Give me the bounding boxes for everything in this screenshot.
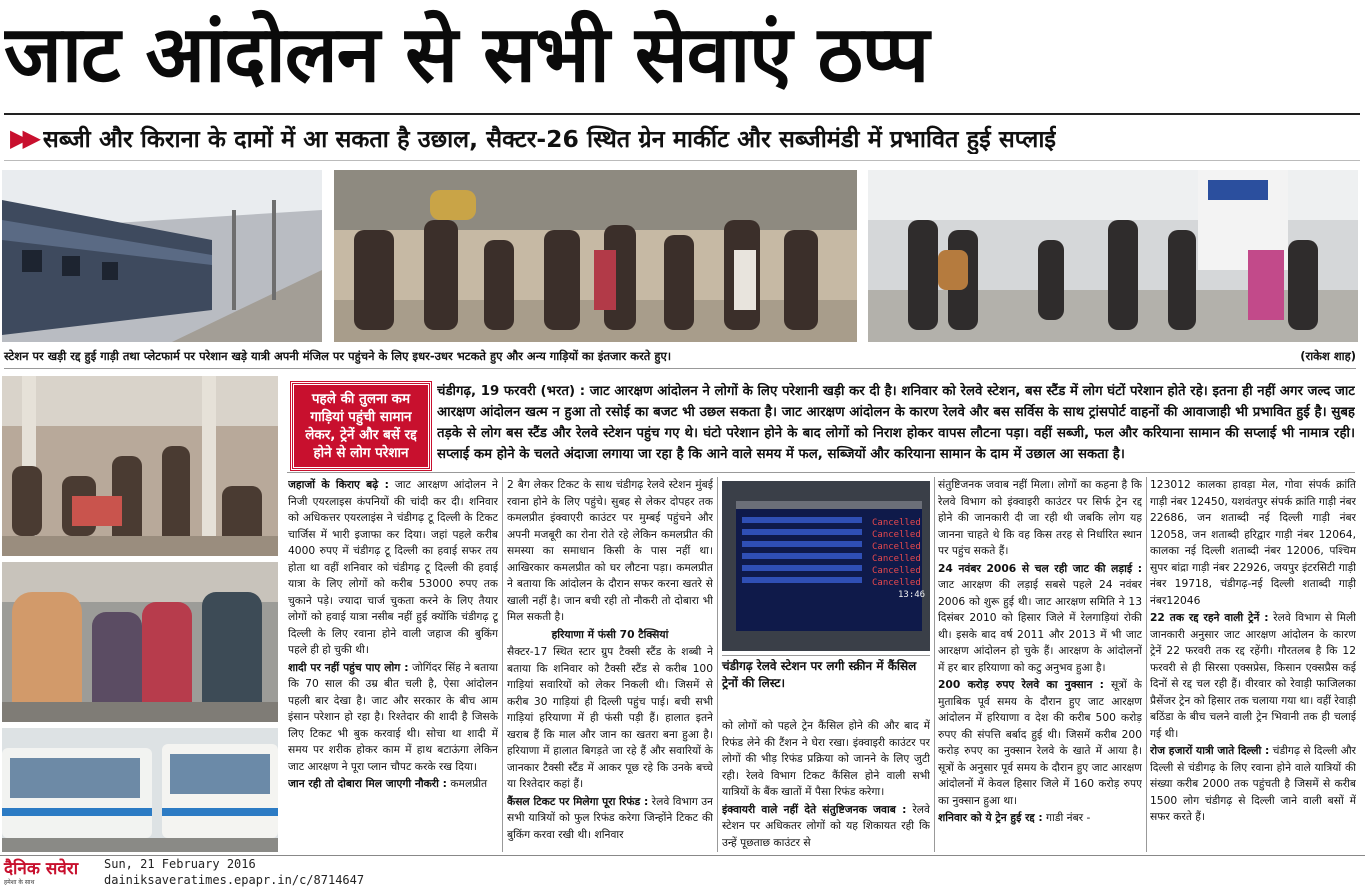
paragraph-text: संतुष्टिजनक जवाब नहीं मिला। लोगों का कहना है कि रेलवे विभाग को इंक्वाइरी काउंटर पर सिर्फ ट्रेन रद्द होने की जानकारी दी जा रही थी जबकि लोग यह जानना चाहते थे कि वह किस तरह से निर्धारित स्थान पर पहुंच सकते हैं। [938,478,1142,557]
paragraph [1150,610,1356,742]
headline: जाट आंदोलन से सभी सेवाएं ठप्प [4,10,929,100]
paragraph [938,810,1142,827]
paragraph [938,561,1142,677]
board-row: Cancelled [872,578,921,588]
paragraph [288,477,498,659]
paragraph [1150,477,1356,609]
paragraph-head: जान रही तो दोबारा मिल जाएगी नौकरी : [288,777,447,790]
paragraph-text: सैक्टर-17 स्थित स्टार ग्रुप टैक्सी स्टैंड के शब्बी ने बताया कि शनिवार को टैक्सी स्टैंड से करीब 100 गाड़ियां सवारियों को लेकर निकली थी। जिसमें से करीब 30 गाड़ियां ही दिल्ली पहुंच पाई। बची सभी गाड़ियां हरियाणा में ही फंसी पड़ी हैं। हालात इतने खराब हैं कि माल और जान का खतरा बना हुआ है। हरियाणा में हालात बिगड़ते जा रहे हैं और सवारियों के जानकार टैक्सी स्टैंड में आकर पूछ रहे कि उनके बच्चे या रिश्तेदार कहां हैं। [507,645,713,790]
paragraph [938,477,1142,560]
paragraph [507,794,713,844]
photo-credit: (राकेश शाह) [1300,349,1356,363]
highlight-box: पहले की तुलना कम गाड़ियां पहुंची सामान लेकर, ट्रेनें और बसें रद्द होने से लोग परेशान [291,382,431,470]
paragraph [507,627,713,644]
intro-paragraph: चंडीगढ़, 19 फरवरी (भरत) : जाट आरक्षण आंदोलन ने लोगों के लिए परेशानी खड़ी कर दी है। शनिवार को रेलवे स्टेशन, बस स्टैंड में लोग घंटों परेशान होते रहे। इतना ही नहीं अगर जल्द जाट आरक्षण आंदोलन खत्म न हुआ तो रसोई का बजट भी उछल सकता है। जाट आरक्षण आंदोलन के कारण रेलवे और बस सर्विस के साथ ट्रांसपोर्ट वाहनों की आवाजाही भी प्रभावित हुई है। सुबह तड़के से लोग बस स्टैंड और रेलवे स्टेशन पहुंच गए थे। घंटो परेशान होने के बाद लोगों को निराश होकर वापस लौटना पड़ा। वहीं सब्जी, फल और करियाना सामान की सप्लाई भी नामात्र रही। सप्लाई कम होने के चलते अंदाजा लगाया जा रहा है कि आने वाले समय में फल, सब्जियों और करियाना सामान के दाम में उछाल आ सकता है। [437,384,1355,462]
column-5 [1150,477,1356,852]
board-row: Cancelled [872,530,921,540]
paragraph-text: कमलप्रीत [450,777,488,790]
paragraph-text: चंडीगढ़ से दिल्ली और दिल्ली से चंडीगढ़ के लिए रवाना होने वाले यात्रियों की संख्या करीब 2000 तक पहुंचती है जिसमें से करीब 1500 लोग चंडीगढ़ से दिल्ली जाने वाली बसों में सफर करते हैं। [1150,744,1356,823]
paragraph-head: 22 तक रद्द रहने वाली ट्रेनें : [1150,611,1269,624]
paragraph-text: सूत्रों के मुताबिक पूर्व समय के दौरान हुए जाट आरक्षण आंदोलन में हरियाणा व देश की करीब 500 करोड़ रुपए की संपत्ति बर्बाद हुई थी। जिसमें करीब 200 करोड़ रुपए का नुक्सान रेलवे के खाते में आया है। सूत्रों के अनुसार पूर्व समय के दौरान हुए जाट आरक्षण आंदोलनों में केवल हिसार जिले में 160 करोड़ रुपए का नुक्सान हुआ था। [938,678,1142,807]
board-time: 13:46 [898,590,926,600]
photo-train-platform [2,170,322,342]
photo-caption-text: स्टेशन पर खड़ी रद्द हुई गाड़ी तथा प्लेटफार्म पर परेशान खड़े यात्री अपनी मंजिल पर पहुंचने के लिए इधर-उधर भटकते हुए और अन्य गाड़ियों का इंतजार करते हुए। [4,349,672,363]
photo-women-waiting [2,562,278,722]
board-row: Cancelled [872,554,921,564]
double-arrow-icon: ▶▶ [10,123,35,152]
paragraph-text: रेलवे स्टेशन पर अधिकतर लोगों को यह शिकायत रही कि उन्हें पूछताछ काउंटर से [722,802,930,849]
paragraph [938,677,1142,809]
paragraph [722,718,930,801]
paragraph-head: इंक्वायरी वाले नहीं देते संतुष्टिजनक जवाब : [722,802,907,816]
paragraph-text: रेलवे विभाग से मिली जानकारी अनुसार जाट आरक्षण आंदोलन के कारण ट्रेनें 22 फरवरी तक रद्द रहेंगी। गौरतलब है कि 12 फरवरी से ही सिरसा एक्सप्रेस, किसान एक्सप्रैस कई दिनों से रद्द चल रही हैं। वीरवार को रेवाड़ी फाजिलका प्रैसेंजर ट्रेन को हिसार तक चलाया गया था। वहीं रेवाड़ी बठिंडा के बीच चलने वाली ट्रेन भिवानी तक ही चलाई गई थी। [1150,611,1356,740]
column-2 [507,477,713,852]
brand-logo [4,859,100,889]
paragraph-head: शादी पर नहीं पहुंच पाए लोग : [288,660,409,674]
paragraph-text: रेलवे विभाग उन सभी यात्रियों को फुल रिफंड करेगा जिन्होंने टिकट की बुकिंग करवा रखी थी। शनिवार [507,794,713,841]
paragraph [507,477,713,626]
paragraph-text: जाट आरक्षण की लड़ाई सबसे पहले 24 नवंबर 2006 को शुरू हुई थी। जाट आरक्षण समिति ने 13 दिसंबर 2010 को हिसार जिले में रेलगाड़ियां रोकी थी। इसके बाद वर्ष 2011 और 2013 में भी जाट आरक्षण आंदोलन हो चुके हैं। आरक्षण के आंदोलनों में हर बार हरियाणा को कटु अनुभव हुआ है। [938,578,1142,674]
paragraph-head: 200 करोड़ रुपए रेलवे का नुक्सान : [938,678,1104,691]
paragraph-head: 24 नवंबर 2006 से चल रही जाट की लड़ाई : [938,561,1142,575]
paragraph-head: कैंसल टिकट पर मिलेगा पूरा रिफंड : [507,794,649,808]
paragraph-head: रोज हजारों यात्री जाते दिल्ली : [1150,744,1270,757]
paragraph-head: हरियाणा में फंसी 70 टैक्सियां [551,627,669,641]
paragraph [507,644,713,793]
column-divider [1146,477,1147,852]
board-row: Cancelled [872,518,921,528]
column-4 [938,477,1142,852]
photo-departure-screen [722,481,930,651]
column-3 [722,718,930,852]
edition-date: Sun, 21 February 2016 [104,857,256,871]
column-divider [934,477,935,852]
paragraph-text: जाट आरक्षण आंदोलन ने निजी एयरलाइस कंपनियों की चांदी कर दी। शनिवार को अधिकत्तर एयरलाइंस ने चंडीगढ़ टू दिल्ली के टिकट चार्जिस में भारी इजाफा कर दिया। जहां पहले करीब 4000 रुपए में चंडीगढ़ टू दिल्ली का हवाई सफर तय होता था वहीं शनिवार को चंडीगढ़ टू दिल्ली की हवाई यात्रा के लिए लोगों को करीब 53000 रुपए तक चुकाने पड़े। ज्यादा चार्ज चुकता करने के लिए तैयार लोगों को हवाई यात्रा नसीब नहीं हुई क्योंकि चंडीगढ़ टू दिल्ली के लिए रवाना होने वाली जहाज की बुकिंग पहले ही हो चुकी थी। [288,478,498,656]
logo-tagline: हमेशा के साथ [4,879,35,886]
paragraph-text: 123012 कालका हावड़ा मेल, गोवा संपर्क क्रांति गाड़ी नंबर 12450, यशवंतपुर संपर्क क्रांति गाड़ी नंबर 22686, जन शताब्दी नई दिल्ली गाड़ी नंबर 12058, जन शताब्दी हरिद्वार गाड़ी नंबर 12064, कालका नई दिल्ली शताब्दी नंबर 12006, पश्चिम सुपर बांद्रा गाड़ी नंबर 22926, जयपुर इंटरसिटी गाड़ी नंबर 19718, चंडीगढ़-नई दिल्ली शताब्दी गाड़ी नंबर12046 [1150,478,1356,607]
photo-caption [4,345,1356,369]
paragraph [722,802,930,852]
paragraph-head: जहाजों के किराए बढ़े : [288,478,389,491]
photo-waiting-passengers [868,170,1358,342]
screen-caption: चंडीगढ़ रेलवे स्टेशन पर लगी स्क्रीन में कैंसिल ट्रेनों की लिस्ट। [722,655,930,699]
epaper-url[interactable]: dainiksaveratimes.epapr.in/c/8714647 [104,873,365,887]
paragraph [1150,743,1356,826]
subheadline-bar [4,113,1360,161]
paragraph-text: 2 बैग लेकर टिकट के साथ चंडीगढ़ रेलवे स्टेशन मुंबई रवाना होने के लिए पहुंचे। सुबह से लेकर दोपहर तक कमलप्रीत इंक्वाएरी काउंटर पर मुम्बई पहुंचने और अपनी मजबूरी का रोना रोते रहे लेकिन कमलप्रीत की समस्या का समाधान किसी के पास नहीं था। आखिरकार कमलप्रीत को घर लौटना पड़ा। कमलप्रीत ने बताया कि आंदोलन के दौरान सफर करना खतरे से खाली नहीं है। जान बची रही तो नौकरी तो दोबारा भी मिल सकती है। [507,478,713,623]
board-row: Cancelled [872,566,921,576]
column-divider [717,477,718,852]
footer-meta [104,856,364,888]
divider [287,472,1355,473]
paragraph-text: को लोगों को पहले ट्रेन कैंसिल होने की और बाद में रिफंड लेने की टैंशन ने घेरा रखा। इंक्वाइरी काउंटर पर लोगों की भीड़ रिफंड प्रक्रिया को जानने के लिए जुटी रही। रेलवे विभाग टिकट कैंसिल होने वाली सभी यात्रियों के बैंक खातों में पैसा रिफंड करेगा। [722,719,930,798]
paragraph-text: गाडी नंबर - [1046,811,1091,824]
logo-text: दैनिक सवेरा [4,859,79,879]
subheadline: सब्जी और किराना के दामों में आ सकता है उछाल, सैक्टर-26 स्थित ग्रेन मार्कीट और सब्जीमंडी में प्रभावित हुई सप्लाई [42,124,1056,153]
paragraph-text: जोगिंदर सिंह ने बताया कि 70 साल की उम्र बीत चली है, ऐसा आंदोलन पहली बार देखा है। जाट और सरकार के बीच आम इंसान परेशान हो रहा है। रिश्तेदार की शादी है जिसके लिए टिकट भी बुक करवाई थी। सोचा था शादी में समय पर शरीक होकर काम में हाथ बटाऊंगा लेकिन जाट आरक्षण ने पूरा प्लान चौपट करके रख दिया। [288,660,498,773]
photo-crowd-platform [334,170,857,342]
column-1 [288,477,498,852]
paragraph [288,660,498,776]
paragraph [288,776,498,793]
photo-station-hall [2,376,278,556]
column-divider [502,477,503,852]
board-row: Cancelled [872,542,921,552]
paragraph-head: शनिवार को ये ट्रेन हुई रद्द : [938,811,1043,824]
photo-buses [2,728,278,852]
